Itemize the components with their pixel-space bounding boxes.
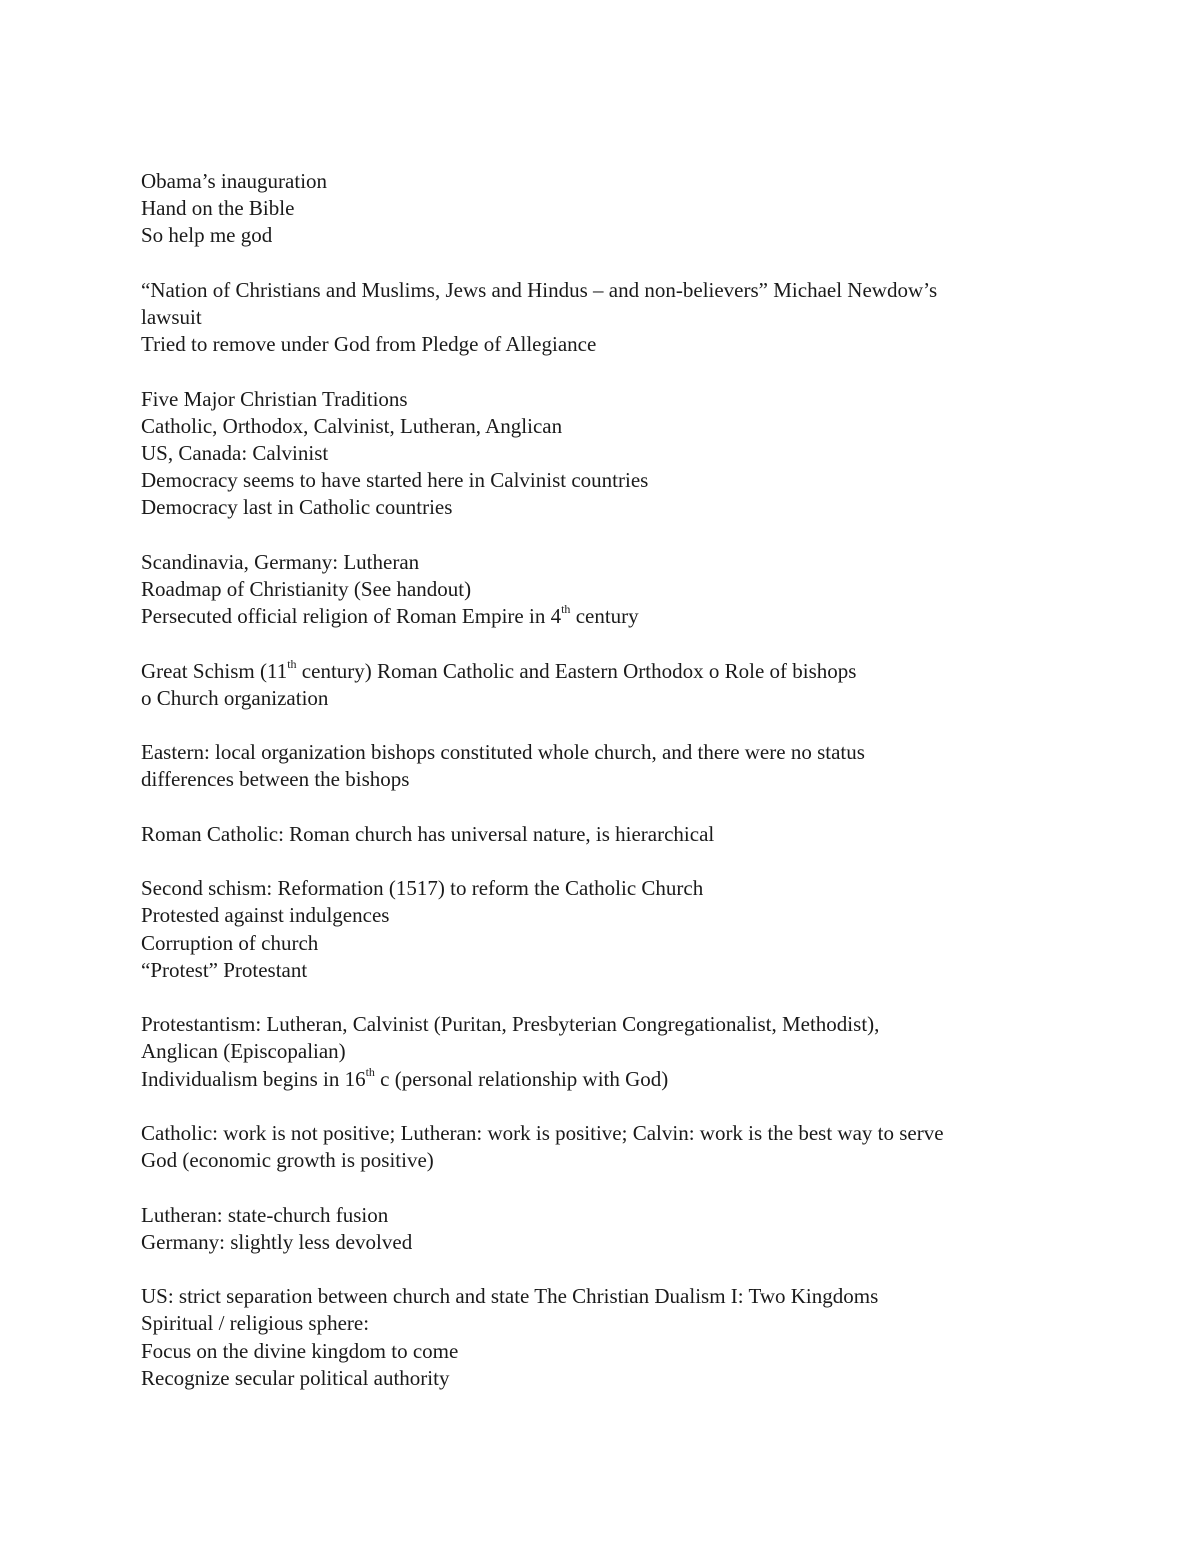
text-line <box>141 603 1071 630</box>
text-line: Hand on the Bible <box>141 196 295 221</box>
ordinal-superscript: th <box>365 1064 375 1079</box>
text-line: US, Canada: Calvinist <box>141 441 329 465</box>
paragraph <box>141 1120 1071 1174</box>
text-line: God (economic growth is positive) <box>141 1148 434 1173</box>
text-line: Roman Catholic: Roman church has universal nature, is hierarchical <box>141 821 715 846</box>
paragraph <box>141 658 1071 712</box>
text-line: Scandinavia, Germany: Lutheran <box>141 549 420 574</box>
text-segment: Individualism begins in 16 <box>141 1066 366 1091</box>
text-segment: c (personal relationship with God) <box>374 1066 669 1091</box>
text-line: Recognize secular political authority <box>141 1365 450 1390</box>
text-line: Germany: slightly less devolved <box>141 1229 413 1254</box>
paragraph <box>141 386 1071 522</box>
text-line: So help me god <box>141 223 273 248</box>
text-line: o Church organization <box>141 685 329 710</box>
text-segment: Great Schism (11 <box>141 658 288 683</box>
text-line: Catholic: work is not positive; Lutheran: work is positive; Calvin: work is the best way to serve <box>141 1120 944 1145</box>
text-segment: Persecuted official religion of Roman Empire in 4 <box>141 604 562 629</box>
text-line: differences between the bishops <box>141 767 410 792</box>
paragraph <box>141 1011 1071 1093</box>
text-line: Lutheran: state-church fusion <box>141 1202 389 1227</box>
ordinal-superscript: th <box>561 602 571 617</box>
text-line: Five Major Christian Traditions <box>141 386 408 411</box>
text-line: Corruption of church <box>141 930 319 955</box>
paragraph <box>141 549 1071 631</box>
text-line: US: strict separation between church and state The Christian Dualism I: Two Kingdoms <box>141 1284 879 1309</box>
paragraph <box>141 277 1071 359</box>
text-line: Democracy seems to have started here in Calvinist countries <box>141 468 649 493</box>
text-line: Protestantism: Lutheran, Calvinist (Puritan, Presbyterian Congregationalist, Methodist), <box>141 1012 880 1037</box>
text-segment: century) Roman Catholic and Eastern Orthodox o Role of bishops <box>296 658 857 683</box>
text-line: “Protest” Protestant <box>141 957 308 982</box>
paragraph <box>141 168 1071 250</box>
text-line: Focus on the divine kingdom to come <box>141 1338 459 1363</box>
text-segment: century <box>570 604 639 629</box>
text-line: Democracy last in Catholic countries <box>141 495 453 520</box>
paragraph <box>141 821 1071 848</box>
text-line: Spiritual / religious sphere: <box>141 1311 370 1336</box>
text-line: Catholic, Orthodox, Calvinist, Lutheran, Anglican <box>141 413 563 438</box>
text-line: Tried to remove under God from Pledge of Allegiance <box>141 332 597 357</box>
text-line: “Nation of Christians and Muslims, Jews and Hindus – and non-believers” Michael Newdow’s <box>141 277 938 302</box>
paragraph <box>141 1202 1071 1256</box>
paragraph <box>141 1283 1071 1392</box>
text-line: Eastern: local organization bishops constituted whole church, and there were no status <box>141 740 865 765</box>
text-line: Anglican (Episcopalian) <box>141 1039 346 1064</box>
document-body <box>141 168 1071 1419</box>
paragraph <box>141 875 1071 984</box>
text-line: lawsuit <box>141 305 202 329</box>
text-line: Second schism: Reformation (1517) to reform the Catholic Church <box>141 876 704 901</box>
text-line: Obama’s inauguration <box>141 169 328 193</box>
paragraph <box>141 739 1071 793</box>
text-line <box>141 658 1071 685</box>
ordinal-superscript: th <box>287 656 297 671</box>
text-line <box>141 1066 1071 1093</box>
text-line: Protested against indulgences <box>141 903 390 928</box>
text-line: Roadmap of Christianity (See handout) <box>141 577 472 601</box>
